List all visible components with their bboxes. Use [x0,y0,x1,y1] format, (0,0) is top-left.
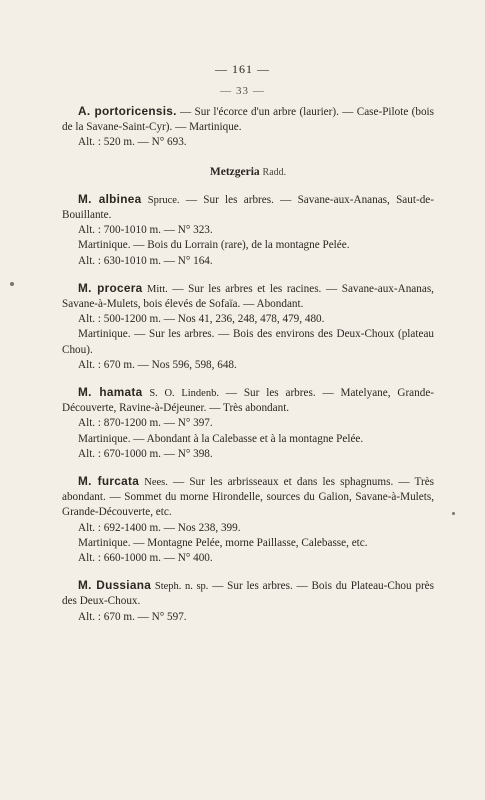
genus-author: Radd. [262,166,287,178]
altitude-line: Alt. : 500-1200 m. — Nos 41, 236, 248, 478, 479, 480. [78,313,325,326]
altitude-line: Alt. : 520 m. — N° 693. [78,136,187,149]
species-author: Steph. n. sp. [154,581,209,593]
entry-furcata [62,474,434,566]
species-name: M. furcata [78,474,140,489]
locality-line: Martinique. — Montagne Pelée, morne Paillasse, Calebasse, etc. [78,536,368,549]
species-name: A. portoricensis. [78,104,177,118]
entry-text: — Sur les arbrisseaux et dans les sphagnums. — Très abondant. — Sommet du morne Hirondelle, sources du Galion, Savane-à-Mulets, Grande-Découverte, etc. [62,476,435,519]
entry-first-paragraph [62,474,434,521]
paper-spot [452,512,455,515]
species-name: M. procera [78,280,143,295]
locality-line: Martinique. — Bois du Lorrain (rare), de la montagne Pelée. [78,239,350,252]
altitude-line: Alt. : 700-1010 m. — N° 323. [78,224,213,237]
altitude-line: Alt. : 870-1200 m. — N° 397. [78,417,213,430]
species-author: Nees. [144,477,168,489]
entry-first-paragraph [62,385,434,416]
genus-name: Metzgeria [209,165,260,178]
entry-dussiana [62,578,434,625]
species-name: M. Dussiana [78,578,152,593]
altitude-line: Alt. : 670 m. — Nos 596, 598, 648. [78,358,237,371]
species-author: S. O. Lindenb. [149,388,219,400]
entry-hamata [62,385,434,462]
species-author: Spruce. [147,194,180,206]
entry-first-paragraph [62,578,434,609]
altitude-line: Alt. : 670 m. — N° 597. [78,610,187,623]
entry-procera [62,281,434,373]
entry-text: — Sur les arbres et les racines. — Savane-aux-Ananas, Savane-à-Mulets, bois élevés de Sofaïa. — Abondant. [62,282,434,311]
altitude-line: Alt. : 692-1400 m. — Nos 238, 399. [78,521,241,534]
entry-text: — Sur les arbres. — Matelyane, Grande-Découverte, Ravine-à-Déjeuner. — Très abondant. [62,387,435,415]
entry-first-paragraph [62,192,434,223]
species-author: Mitt. [147,283,168,295]
altitude-line: Alt. : 670-1000 m. — N° 398. [78,447,213,460]
entry-first-paragraph [62,281,434,312]
page-number: — 161 — [215,62,270,76]
locality-line: Martinique. — Abondant à la Calebasse et à la montagne Pelée. [78,432,364,445]
entry-first-paragraph [62,104,434,135]
entry-text: — Sur l'écorce d'un arbre (laurier). — Case-Pilote (bois de la Savane-Saint-Cyr). — Martinique. [62,106,435,134]
paper-spot [10,282,14,286]
signature-number: — 33 — [220,85,265,97]
species-name: M. hamata [78,385,143,400]
entry-albinea [62,192,434,269]
entry-text: — Sur les arbres. — Bois du Plateau-Chou près des Deux-Choux. [62,580,434,608]
page-content [62,104,434,637]
entry-portoricensis [62,104,434,151]
altitude-line: Alt. : 630-1010 m. — N° 164. [78,254,213,267]
entry-text: — Sur les arbres. — Savane-aux-Ananas, Saut-de-Bouillante. [62,193,434,222]
altitude-line: Alt. : 660-1000 m. — N° 400. [78,552,213,565]
species-name: M. albinea [78,191,142,206]
genus-heading [62,165,434,180]
locality-line: Martinique. — Sur les arbres. — Bois des environs des Deux-Choux (plateau Chou). [62,328,434,356]
